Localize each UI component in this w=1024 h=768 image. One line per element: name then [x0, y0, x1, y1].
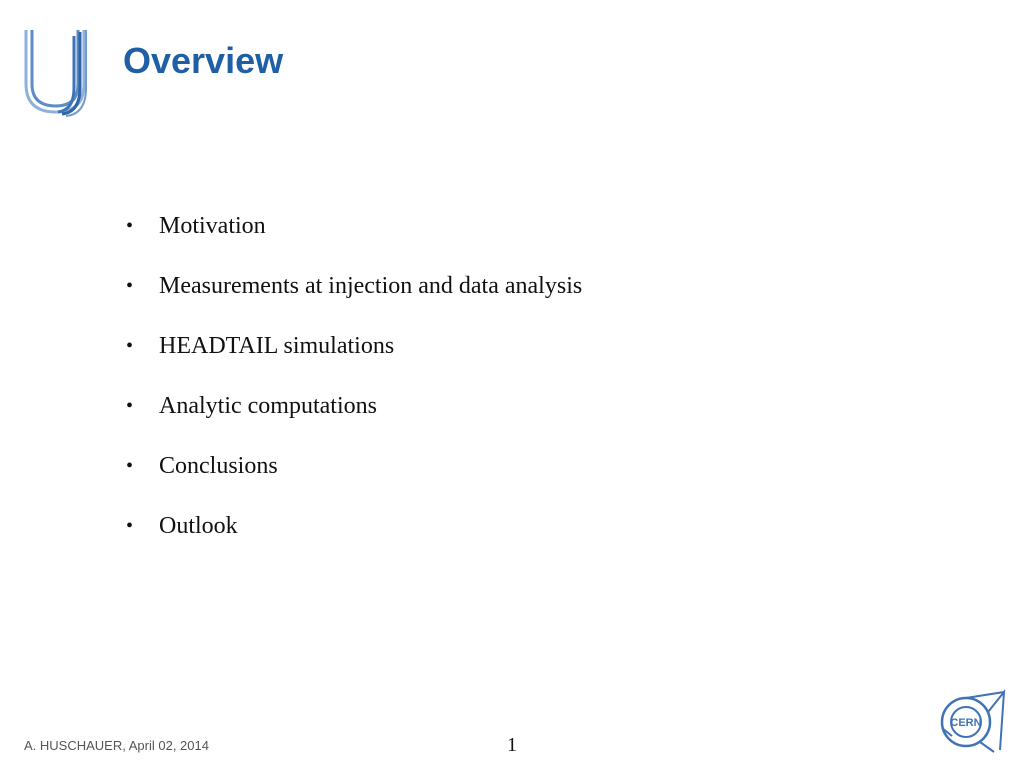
- list-item: [126, 267, 582, 327]
- list-item: [126, 447, 582, 507]
- bullet-text: Conclusions: [159, 453, 278, 479]
- bullet-icon: •: [126, 275, 134, 297]
- footer-author-date: A. HUSCHAUER, April 02, 2014: [24, 738, 209, 753]
- page-number: 1: [507, 734, 517, 756]
- list-item: [126, 207, 582, 267]
- bullet-text: Outlook: [159, 513, 238, 539]
- bullet-icon: •: [126, 215, 134, 237]
- bullet-icon: •: [126, 335, 134, 357]
- bullet-icon: •: [126, 455, 134, 477]
- bullet-text: HEADTAIL simulations: [159, 333, 395, 359]
- bullet-text: Measurements at injection and data analysis: [159, 273, 583, 299]
- bullet-text: Analytic computations: [159, 393, 377, 419]
- cern-logo-icon: [938, 688, 1008, 754]
- bullet-icon: •: [126, 395, 134, 417]
- bullet-list: [126, 207, 582, 567]
- bullet-icon: •: [126, 515, 134, 537]
- cern-logo-text: CERN: [950, 717, 982, 729]
- bullet-text: Motivation: [159, 213, 266, 239]
- list-item: [126, 327, 582, 387]
- list-item: [126, 507, 582, 567]
- list-item: [126, 387, 582, 447]
- page-title: Overview: [123, 40, 284, 81]
- u-logo-icon: [18, 26, 98, 118]
